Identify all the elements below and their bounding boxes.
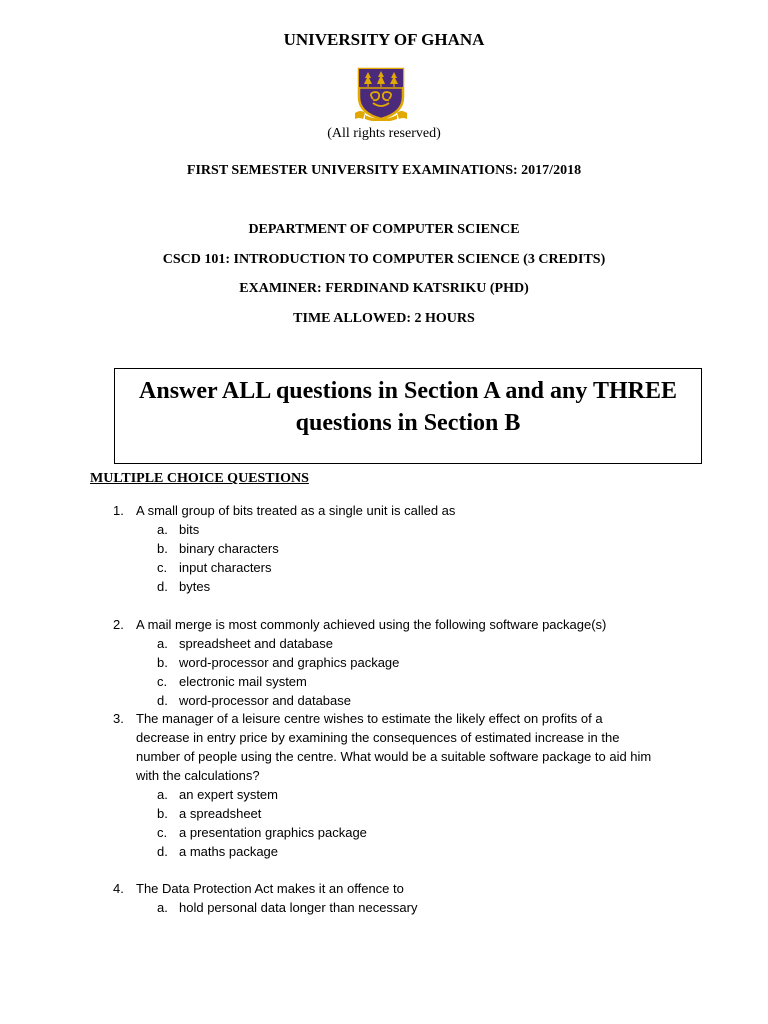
option-letter: d.	[157, 693, 168, 708]
option-text: bits	[179, 522, 200, 537]
answer-option	[157, 898, 673, 917]
course-title: CSCD 101: INTRODUCTION TO COMPUTER SCIENCE (3 CREDITS)	[162, 252, 606, 267]
question-number: 1.	[113, 503, 124, 518]
option-letter: d.	[157, 844, 168, 859]
option-text: a presentation graphics package	[179, 825, 367, 840]
answer-option	[157, 672, 673, 691]
question-text: The Data Protection Act makes it an offence to	[136, 881, 404, 896]
option-letter: c.	[157, 560, 168, 575]
option-text: word-processor and database	[179, 693, 351, 708]
answer-option	[157, 558, 673, 577]
question-item	[113, 615, 673, 710]
time-allowed: TIME ALLOWED: 2 HOURS	[293, 311, 475, 326]
answer-option	[157, 577, 673, 596]
university-crest-logo	[355, 63, 407, 121]
answer-option	[157, 653, 673, 672]
option-letter: b.	[157, 655, 168, 670]
answer-option	[157, 691, 673, 710]
instructions-line-2: questions in Section B	[295, 410, 521, 436]
answer-option	[157, 785, 658, 804]
exam-title: FIRST SEMESTER UNIVERSITY EXAMINATIONS: 2017/2018	[186, 163, 582, 178]
option-text: binary characters	[179, 541, 279, 556]
answer-option	[157, 804, 658, 823]
question-item	[113, 501, 673, 596]
answer-option	[157, 634, 673, 653]
option-letter: a.	[157, 636, 168, 651]
option-letter: b.	[157, 806, 168, 821]
question-item	[113, 709, 658, 861]
option-text: spreadsheet and database	[179, 636, 333, 651]
answer-option	[157, 842, 658, 861]
option-letter: b.	[157, 541, 168, 556]
question-text: The manager of a leisure centre wishes to estimate the likely effect on profits of a decrease in entry price by examining the consequences of estimated increase in the number of people using the centre. What would be a suitable software package to aid him with the calculations?	[136, 711, 652, 783]
question-text: A small group of bits treated as a single unit is called as	[136, 503, 456, 518]
option-text: an expert system	[179, 787, 278, 802]
option-text: a spreadsheet	[179, 806, 262, 821]
option-letter: c.	[157, 674, 168, 689]
instructions-box	[114, 368, 702, 464]
instructions-line-1: Answer ALL questions in Section A and any THREE	[139, 378, 677, 404]
question-number: 3.	[113, 711, 124, 726]
option-text: word-processor and graphics package	[179, 655, 400, 670]
option-text: electronic mail system	[179, 674, 307, 689]
question-text: A mail merge is most commonly achieved using the following software package(s)	[136, 617, 607, 632]
option-letter: a.	[157, 787, 168, 802]
examiner-name: EXAMINER: FERDINAND KATSRIKU (PHD)	[239, 281, 529, 296]
answer-option	[157, 539, 673, 558]
option-letter: a.	[157, 900, 168, 915]
question-number: 4.	[113, 881, 124, 896]
question-item	[113, 879, 673, 917]
rights-notice: (All rights reserved)	[327, 126, 441, 141]
option-text: bytes	[179, 579, 211, 594]
option-text: a maths package	[179, 844, 279, 859]
question-number: 2.	[113, 617, 124, 632]
option-text: input characters	[179, 560, 272, 575]
option-letter: c.	[157, 825, 168, 840]
option-letter: a.	[157, 522, 168, 537]
department-name: DEPARTMENT OF COMPUTER SCIENCE	[248, 222, 520, 237]
section-title: MULTIPLE CHOICE QUESTIONS	[90, 471, 309, 486]
option-letter: d.	[157, 579, 168, 594]
answer-option	[157, 823, 658, 842]
answer-option	[157, 520, 673, 539]
option-text: hold personal data longer than necessary	[179, 900, 418, 915]
university-title: UNIVERSITY OF GHANA	[283, 30, 485, 49]
